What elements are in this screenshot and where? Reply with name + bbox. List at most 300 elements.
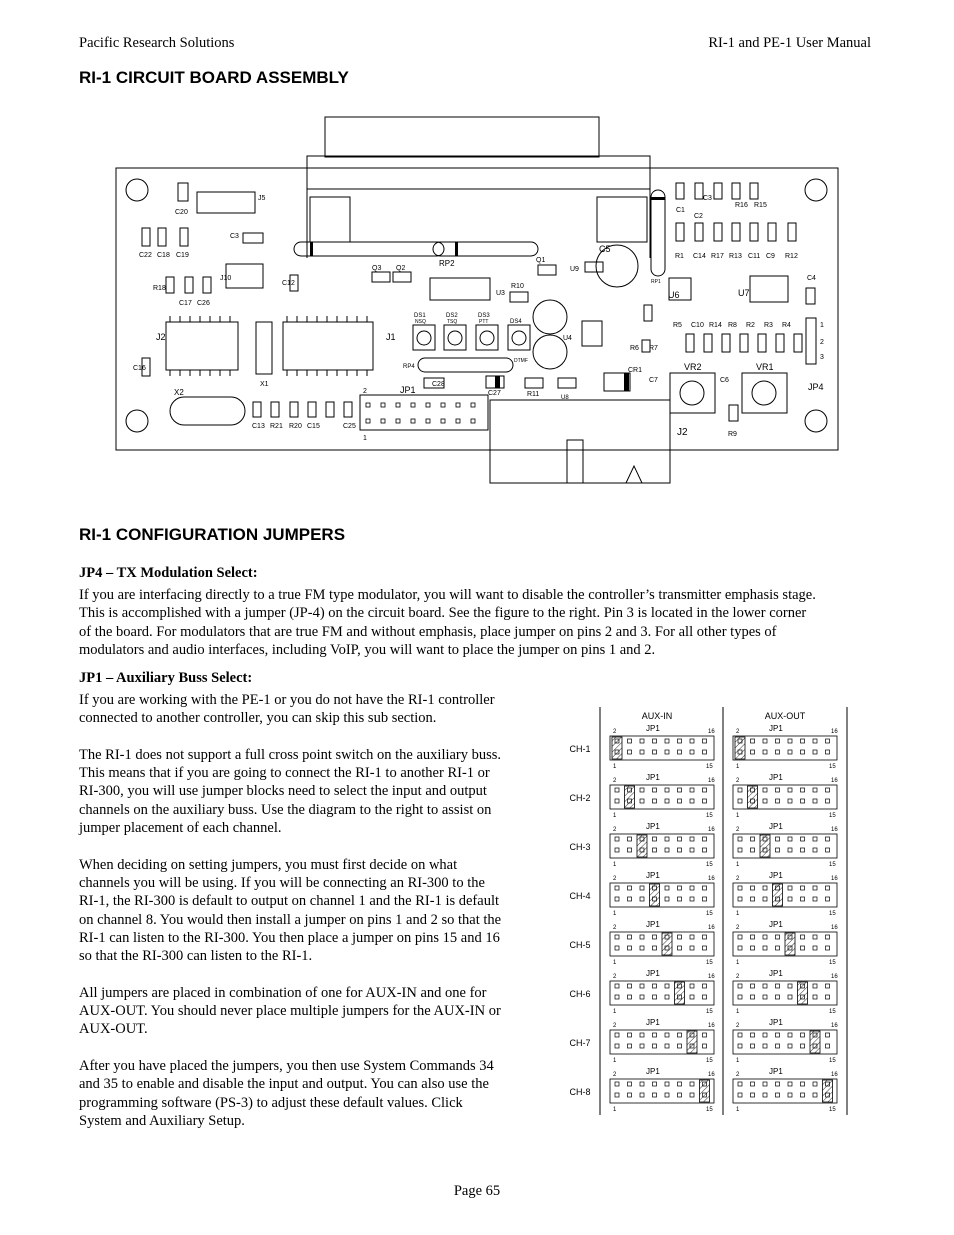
pin-label-1: 1: [736, 862, 740, 868]
jumper-pin: [826, 788, 830, 792]
label-r9: R9: [728, 431, 737, 438]
jumper-pin: [678, 788, 682, 792]
jumper-pin: [628, 946, 632, 950]
pin-label-16: 16: [831, 729, 838, 735]
pin-label-2: 2: [613, 1072, 617, 1078]
jumper-pin: [690, 848, 694, 852]
pin-label-1: 1: [613, 813, 617, 819]
jumper-pin: [801, 897, 805, 901]
jumper-pin: [788, 837, 792, 841]
jumper-pin: [763, 1082, 767, 1086]
jumper-pin: [678, 1033, 682, 1037]
jp1-line: programming software (PS-3) to adjust these default values. Click: [79, 1094, 463, 1111]
jumper-pin: [776, 799, 780, 803]
jumper-pin: [788, 799, 792, 803]
jumper-pin: [738, 1082, 742, 1086]
jp1-block-label: JP1: [769, 773, 783, 782]
jumper-pin: [628, 984, 632, 988]
board-jp1-pin: [396, 403, 400, 407]
jumper-pin: [788, 750, 792, 754]
jumper-pin: [738, 788, 742, 792]
label-q3: Q3: [372, 265, 382, 272]
jumper-block: [733, 1079, 837, 1103]
jp1-line: If you are working with the PE-1 or you do not have the RI-1 controller: [79, 692, 495, 708]
jumper-pin: [678, 935, 682, 939]
label-c9: C9: [766, 253, 775, 260]
jumper-block: [733, 981, 837, 1005]
jumper-pin: [788, 848, 792, 852]
jumper-pin: [690, 799, 694, 803]
label-j2-connector: J2: [677, 427, 688, 438]
jumper-pin: [665, 799, 669, 803]
jumper-pin: [703, 788, 707, 792]
jumper-pin: [703, 1033, 707, 1037]
jumper-pin: [703, 799, 707, 803]
label-vr1: VR1: [756, 362, 774, 372]
jp1-line: RI-300, you will use jumper blocks need to select the input and output: [79, 783, 487, 800]
label-c11: C11: [748, 253, 761, 260]
jumper-pin: [665, 984, 669, 988]
jumper-pin: [813, 837, 817, 841]
jumper-pin: [628, 1033, 632, 1037]
jumper-pin: [640, 886, 644, 890]
jumper-pin: [690, 1082, 694, 1086]
label-u9: U9: [570, 266, 579, 273]
label-c26: C26: [197, 300, 210, 307]
jumper-pin: [703, 750, 707, 754]
jumper-block: [610, 883, 714, 907]
pin-label-1: 1: [613, 1058, 617, 1064]
jumper-pin: [678, 886, 682, 890]
jumper-pin: [788, 886, 792, 890]
jumper-block: [733, 1030, 837, 1054]
label-r5: R5: [673, 322, 682, 329]
pin-label-16: 16: [831, 876, 838, 882]
label-r11: R11: [527, 391, 540, 398]
pin-label-15: 15: [829, 862, 836, 868]
jumper-pin: [738, 946, 742, 950]
jumper-pin: [826, 935, 830, 939]
jumper-pin: [738, 897, 742, 901]
jp1-block-label: JP1: [769, 1067, 783, 1076]
jp1-block-label: JP1: [769, 1018, 783, 1027]
jumper-pin: [826, 1044, 830, 1048]
jumper-pin: [763, 1093, 767, 1097]
pin-label-1: 1: [736, 911, 740, 917]
board-jp1-pin: [366, 419, 370, 423]
jumper-pin: [653, 946, 657, 950]
section-title-jumpers: RI-1 CONFIGURATION JUMPERS: [79, 525, 346, 544]
jp1-line: [79, 837, 549, 855]
jumper-pin: [813, 1093, 817, 1097]
jp1-line: and 35 to enable and disable the input and output. You can also use the: [79, 1076, 489, 1093]
jumper-pin: [653, 848, 657, 852]
pin-label-2: 2: [613, 876, 617, 882]
jp1-line: After you have placed the jumpers, you then use System Commands 34: [79, 1057, 494, 1074]
jumper-pin: [826, 897, 830, 901]
board-jp1-pin: [441, 419, 445, 423]
pin-label-15: 15: [706, 1058, 713, 1064]
jp1-line: connected to another controller, you can skip this sub section.: [79, 710, 437, 727]
jumper-pin: [776, 995, 780, 999]
jp1-block-label: JP1: [646, 822, 660, 831]
jp1-line: This means that if you are going to connect the RI-1 to another RI-1 or: [79, 765, 490, 782]
jumper-pin: [665, 995, 669, 999]
jumper-pin: [801, 1044, 805, 1048]
jumper-pin: [653, 837, 657, 841]
pin-label-2: 2: [613, 925, 617, 931]
jumper-shunt: [650, 884, 660, 906]
jumper-pin: [801, 1082, 805, 1086]
jp1-line: RI-1 can listen to the RI-300. You then place a jumper on pins 15 and 16: [79, 929, 500, 946]
jumper-pin: [801, 799, 805, 803]
jumper-pin: [703, 886, 707, 890]
label-r18: R18: [153, 285, 166, 292]
label-u8: U8: [561, 395, 569, 401]
jumper-pin: [690, 935, 694, 939]
jumper-pin: [678, 897, 682, 901]
label-jp4-pin3: 3: [820, 354, 824, 361]
jumper-pin: [738, 799, 742, 803]
jumper-pin: [628, 739, 632, 743]
pin-label-15: 15: [829, 764, 836, 770]
jp1-line: System and Auxiliary Setup.: [79, 1112, 245, 1129]
label-u7: U7: [738, 288, 750, 298]
jumper-pin: [665, 1093, 669, 1097]
jumper-pin: [763, 946, 767, 950]
board-jp1-pin: [411, 419, 415, 423]
jumper-pin: [703, 946, 707, 950]
label-r13: R13: [729, 253, 742, 260]
jumper-pin: [628, 750, 632, 754]
pin-label-2: 2: [613, 729, 617, 735]
board-jp1-pin: [381, 403, 385, 407]
jp1-title: JP1 – Auxiliary Buss Select:: [79, 670, 253, 686]
jumper-pin: [665, 1033, 669, 1037]
jumper-pin: [751, 750, 755, 754]
jumper-pin: [788, 995, 792, 999]
jumper-pin: [690, 837, 694, 841]
jumper-pin: [640, 799, 644, 803]
label-c28: C28: [432, 381, 445, 388]
jumper-pin: [665, 750, 669, 754]
jumper-pin: [813, 799, 817, 803]
pin-label-15: 15: [829, 1058, 836, 1064]
jumper-pin: [628, 897, 632, 901]
jumper-pin: [788, 1033, 792, 1037]
label-c16: C16: [133, 365, 146, 372]
jp1-line: [79, 728, 549, 746]
pin-label-2: 2: [736, 827, 740, 833]
pin-label-15: 15: [706, 813, 713, 819]
jumper-pin: [690, 946, 694, 950]
jumper-pin: [703, 1044, 707, 1048]
label-j2: J2: [156, 332, 166, 342]
pin-label-15: 15: [706, 1107, 713, 1113]
channel-label: CH-1: [569, 744, 591, 754]
pin-label-15: 15: [706, 960, 713, 966]
channel-label: CH-6: [569, 989, 591, 999]
jumper-block: [733, 883, 837, 907]
jumper-pin: [653, 984, 657, 988]
pin-label-16: 16: [708, 827, 715, 833]
label-u6: U6: [668, 290, 680, 300]
jumper-pin: [813, 1082, 817, 1086]
pin-label-1: 1: [613, 911, 617, 917]
label-jp1: JP1: [400, 385, 416, 395]
jumper-pin: [653, 788, 657, 792]
jumper-pin: [826, 984, 830, 988]
jumper-pin: [665, 1044, 669, 1048]
label-c27: C27: [488, 390, 501, 397]
label-tsq: TSQ: [447, 319, 458, 325]
jumper-pin: [703, 897, 707, 901]
jumper-pin: [738, 837, 742, 841]
jp1-line: All jumpers are placed in combination of one for AUX-IN and one for: [79, 984, 487, 1001]
pin-label-1: 1: [736, 1058, 740, 1064]
label-dtmf: DTMF: [514, 358, 528, 364]
label-j10: J10: [220, 275, 232, 282]
jumper-pin: [653, 935, 657, 939]
jumper-pin: [653, 739, 657, 743]
jumper-block: [610, 736, 714, 760]
label-rp4: RP4: [403, 364, 415, 370]
label-ds2: DS2: [446, 313, 458, 319]
jumper-pin: [813, 935, 817, 939]
jumper-pin: [615, 1093, 619, 1097]
label-c7: C7: [649, 377, 658, 384]
jumper-pin: [776, 935, 780, 939]
jumper-pin: [703, 848, 707, 852]
label-c19: C19: [176, 252, 189, 259]
label-c10: C10: [691, 322, 704, 329]
jumper-pin: [776, 788, 780, 792]
jumper-pin: [788, 788, 792, 792]
jumper-pin: [763, 750, 767, 754]
jumper-pin: [653, 995, 657, 999]
jumper-pin: [813, 788, 817, 792]
jumper-pin: [813, 739, 817, 743]
pin-label-2: 2: [736, 974, 740, 980]
jumper-pin: [678, 837, 682, 841]
jumper-pin: [738, 848, 742, 852]
jumper-pin: [788, 1093, 792, 1097]
board-jp1-pin: [366, 403, 370, 407]
jumper-shunt: [773, 884, 783, 906]
jp1-line: channels you will be using. If you will be connecting an RI-300 to the: [79, 874, 485, 891]
jumper-pin: [678, 1044, 682, 1048]
jumper-pin: [665, 897, 669, 901]
label-u4: U4: [563, 335, 572, 342]
jp1-line: RI-1, the RI-300 is default to output on channel 1 and the RI-1 is default: [79, 893, 500, 910]
label-c4: C4: [807, 275, 816, 282]
jumper-pin: [690, 897, 694, 901]
board-jp1-pin: [396, 419, 400, 423]
jp1-block-label: JP1: [646, 871, 660, 880]
jumper-pin: [703, 995, 707, 999]
pin-label-2: 2: [736, 778, 740, 784]
jumper-pin: [788, 1082, 792, 1086]
pin-label-2: 2: [736, 925, 740, 931]
pin-label-16: 16: [831, 925, 838, 931]
jumper-pin: [751, 984, 755, 988]
jumper-pin: [751, 946, 755, 950]
label-c17: C17: [179, 300, 192, 307]
jp1-block-label: JP1: [646, 969, 660, 978]
channel-label: CH-2: [569, 793, 591, 803]
jumper-pin: [628, 837, 632, 841]
jumper-pin: [826, 946, 830, 950]
jumper-pin: [826, 995, 830, 999]
label-q1: Q1: [536, 257, 546, 264]
jumper-pin: [640, 935, 644, 939]
jumper-pin: [615, 788, 619, 792]
channel-label: CH-4: [569, 891, 591, 901]
jumper-pin: [813, 750, 817, 754]
label-r7: R7: [649, 345, 658, 352]
jumper-pin: [628, 1044, 632, 1048]
jumper-pin: [751, 848, 755, 852]
label-x2: X2: [174, 388, 184, 397]
label-j5: J5: [258, 195, 266, 202]
jumper-shunt: [748, 786, 758, 808]
jumper-pin: [763, 1044, 767, 1048]
jumper-pin: [678, 750, 682, 754]
jumper-pin: [690, 995, 694, 999]
jp1-block-label: JP1: [769, 969, 783, 978]
jp1-line: [79, 965, 549, 983]
section-title-board: RI-1 CIRCUIT BOARD ASSEMBLY: [79, 68, 349, 87]
channel-label: CH-7: [569, 1038, 591, 1048]
jumper-pin: [640, 1082, 644, 1086]
jp1-block-label: JP1: [646, 920, 660, 929]
pin-label-15: 15: [706, 911, 713, 917]
pin-label-1: 1: [736, 1009, 740, 1015]
col-aux-in: AUX-IN: [641, 711, 673, 721]
pin-label-16: 16: [831, 827, 838, 833]
jumper-pin: [751, 935, 755, 939]
label-jp4-pin2: 2: [820, 339, 824, 346]
jumper-pin: [776, 984, 780, 988]
jumper-pin: [665, 788, 669, 792]
jumper-pin: [640, 1033, 644, 1037]
jumper-pin: [690, 984, 694, 988]
jumper-pin: [776, 739, 780, 743]
pin-label-15: 15: [829, 960, 836, 966]
jumper-pin: [738, 984, 742, 988]
jumper-pin: [615, 984, 619, 988]
jumper-pin: [628, 886, 632, 890]
jumper-shunt: [625, 786, 635, 808]
jumper-pin: [640, 739, 644, 743]
jumper-pin: [678, 848, 682, 852]
jumper-pin: [615, 886, 619, 890]
jumper-pin: [751, 886, 755, 890]
jumper-pin: [801, 739, 805, 743]
jumper-pin: [801, 848, 805, 852]
jumper-pin: [763, 897, 767, 901]
pin-label-2: 2: [613, 974, 617, 980]
jumper-block: [610, 1030, 714, 1054]
jp1-line: AUX-OUT. You should never place multiple jumpers for the AUX-IN or: [79, 1003, 501, 1020]
jumper-shunt: [823, 1080, 833, 1102]
pin-label-16: 16: [708, 876, 715, 882]
label-jp4: JP4: [808, 382, 824, 392]
jumper-pin: [665, 1082, 669, 1086]
jumper-pin: [776, 750, 780, 754]
jumper-pin: [751, 739, 755, 743]
jumper-pin: [751, 1093, 755, 1097]
label-c20: C20: [175, 209, 188, 216]
pin-label-1: 1: [613, 862, 617, 868]
label-c3: C3: [230, 233, 239, 240]
label-rp1: RP1: [651, 279, 661, 285]
pin-label-15: 15: [829, 813, 836, 819]
jumper-pin: [615, 897, 619, 901]
jumper-pin: [640, 984, 644, 988]
jumper-block: [733, 834, 837, 858]
jumper-pin: [813, 984, 817, 988]
label-r14: R14: [709, 322, 722, 329]
jumper-pin: [738, 886, 742, 890]
jumper-shunt: [637, 835, 647, 857]
jp1-block-label: JP1: [646, 1018, 660, 1027]
jumper-shunt: [700, 1080, 710, 1102]
label-c22: C22: [139, 252, 152, 259]
jumper-pin: [678, 739, 682, 743]
jumper-pin: [738, 1033, 742, 1037]
label-jp4-pin1: 1: [820, 322, 824, 329]
jumper-shunt: [798, 982, 808, 1004]
jumper-shunt: [735, 737, 745, 759]
jumper-pin: [826, 799, 830, 803]
jumper-pin: [653, 750, 657, 754]
pin-label-15: 15: [706, 764, 713, 770]
pin-label-1: 1: [736, 1107, 740, 1113]
jumper-pin: [628, 1082, 632, 1086]
jumper-pin: [615, 935, 619, 939]
jumper-pin: [763, 1033, 767, 1037]
jp1-block-label: JP1: [646, 1067, 660, 1076]
label-x1: X1: [260, 381, 269, 388]
label-c6: C6: [720, 377, 729, 384]
aux-jumper-table: [560, 702, 860, 1122]
jp1-line: so that the RI-300 can listen to the RI-1.: [79, 948, 313, 965]
label-r15: R15: [754, 202, 767, 209]
pin-label-15: 15: [829, 1107, 836, 1113]
page-number: Page 65: [453, 1183, 501, 1199]
jumper-pin: [826, 1033, 830, 1037]
jp1-block-label: JP1: [769, 920, 783, 929]
pin-label-16: 16: [831, 1072, 838, 1078]
jumper-pin: [763, 799, 767, 803]
jp1-block-label: JP1: [646, 724, 660, 733]
pin-label-15: 15: [706, 1009, 713, 1015]
jumper-pin: [763, 788, 767, 792]
jumper-pin: [813, 897, 817, 901]
jumper-shunt: [675, 982, 685, 1004]
pin-label-1: 1: [613, 1009, 617, 1015]
board-jp1-pin: [471, 403, 475, 407]
jumper-pin: [801, 788, 805, 792]
label-vr2: VR2: [684, 362, 702, 372]
jumper-pin: [690, 739, 694, 743]
jumper-pin: [751, 837, 755, 841]
label-c1: C1: [676, 207, 685, 214]
label-r16: R16: [735, 202, 748, 209]
jumper-pin: [628, 1093, 632, 1097]
jumper-pin: [653, 1033, 657, 1037]
